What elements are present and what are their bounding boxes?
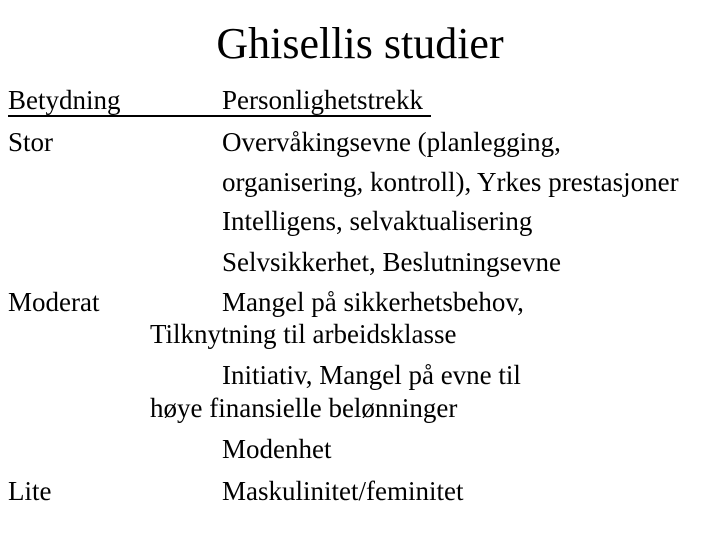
header-underline xyxy=(8,115,431,117)
trait-line: Modenhet xyxy=(222,434,332,464)
trait-line: høye finansielle belønninger xyxy=(150,393,458,423)
level-moderat: Moderat xyxy=(8,287,100,317)
page-title: Ghisellis studier xyxy=(216,19,504,68)
trait-line: Tilknytning til arbeidsklasse xyxy=(150,319,457,349)
trait-line: organisering, kontroll), Yrkes prestasjoner xyxy=(222,167,679,197)
trait-line: Overvåkingsevne (planlegging, xyxy=(222,127,561,157)
trait-line: Initiativ, Mangel på evne til xyxy=(222,360,521,390)
header-personlighetstrekk: Personlighetstrekk xyxy=(222,85,423,115)
header-betydning: Betydning xyxy=(8,85,121,115)
level-lite: Lite xyxy=(8,476,52,506)
trait-line: Selvsikkerhet, Beslutningsevne xyxy=(222,247,561,277)
trait-line: Intelligens, selvaktualisering xyxy=(222,206,533,236)
trait-line: Mangel på sikkerhetsbehov, xyxy=(222,287,524,317)
trait-line: Maskulinitet/feminitet xyxy=(222,476,464,506)
level-stor: Stor xyxy=(8,127,54,157)
